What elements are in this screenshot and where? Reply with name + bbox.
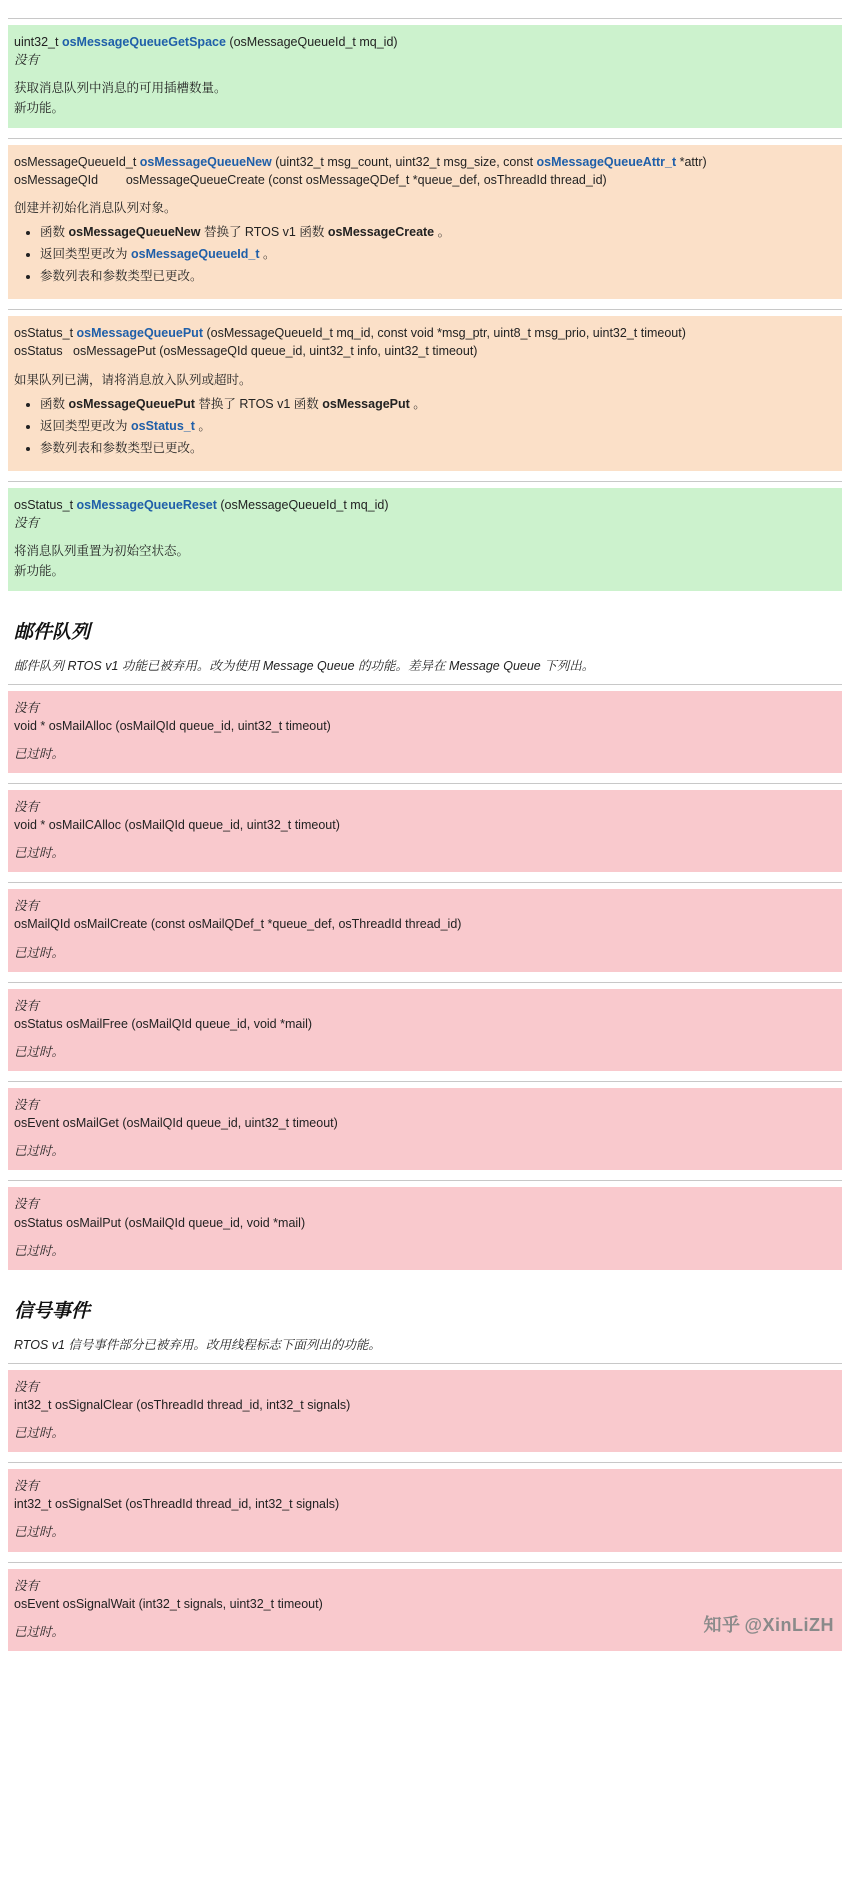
api-entry-osmailput: [8, 1187, 842, 1269]
api-old-signature: 没有: [14, 1098, 40, 1112]
list-item: • 函数 osMessageQueuePut 替换了 RTOS v1 函数 osMessagePut 。: [40, 395, 836, 413]
api-old-signature: 没有: [14, 899, 40, 914]
api-function-name: osMessageQueueReset: [76, 498, 217, 512]
api-note: 新功能。: [14, 101, 65, 116]
divider: [8, 18, 842, 19]
section-title-signal-events: 信号事件: [14, 1300, 91, 1322]
section-title-mail-queue: 邮件队列: [14, 621, 91, 643]
api-function-name: osMessageQueuePut: [76, 326, 203, 341]
api-change-list: [14, 395, 836, 457]
api-signature: osEvent osMailGet (osMailQId queue_id, uint32_t timeout): [14, 1116, 338, 1131]
api-old-signature: osMessageQId osMessageQueueCreate (const osMessageQDef_t *queue_def, osThreadId thread_id): [14, 172, 607, 187]
divider: [8, 1180, 842, 1181]
api-note: 已过时。: [14, 1624, 65, 1639]
api-entry-osmessagequeueput: [8, 316, 842, 471]
api-note: 已过时。: [14, 746, 65, 761]
watermark: [703, 1611, 834, 1637]
api-signature: int32_t osSignalClear (osThreadId thread_id, int32_t signals): [14, 1397, 351, 1412]
watermark-text: @XinLiZH: [744, 1614, 834, 1635]
api-entry-ossignalwait: [8, 1569, 842, 1651]
zhihu-logo: 知乎: [703, 1614, 741, 1635]
divider: [8, 783, 842, 784]
list-item: • 函数 osMessageQueueNew 替换了 RTOS v1 函数 osMessageCreate 。: [40, 223, 836, 241]
divider: [8, 309, 842, 310]
api-function-name: osMessageQueueNew: [139, 154, 272, 169]
api-entry-osmailcalloc: [8, 790, 842, 872]
api-old-signature: 没有: [14, 516, 40, 531]
api-old-signature: 没有: [14, 1479, 40, 1494]
divider: [8, 882, 842, 883]
list-item: • 参数列表和参数类型已更改。: [40, 439, 836, 457]
api-signature: osStatus_t osMessageQueuePut (osMessageQueueId_t mq_id, const void *msg_ptr, uint8_t msg_prio, uint32_t timeout): [14, 326, 686, 341]
list-item: • 返回类型更改为 osMessageQueueId_t 。: [40, 245, 836, 263]
api-entry-ossignalset: [8, 1469, 842, 1551]
divider: [8, 982, 842, 983]
api-type-link: osMessageQueueId_t: [130, 247, 260, 261]
api-change-list: [14, 223, 836, 285]
divider: [8, 1562, 842, 1563]
api-description: 将消息队列重置为初始空状态。: [14, 544, 190, 559]
api-signature: uint32_t osMessageQueueGetSpace (osMessageQueueId_t mq_id): [14, 35, 398, 49]
api-entry-osmessagequeuenew: [8, 145, 842, 300]
api-old-signature: 没有: [14, 1379, 40, 1394]
api-note: 已过时。: [14, 1044, 65, 1059]
api-signature: osStatus_t osMessageQueueReset (osMessageQueueId_t mq_id): [14, 498, 389, 512]
api-signature: int32_t osSignalSet (osThreadId thread_id, int32_t signals): [14, 1497, 340, 1512]
api-entry-ossignalclear: [8, 1370, 842, 1452]
api-old-signature: 没有: [14, 700, 40, 715]
api-note: 已过时。: [14, 1243, 65, 1258]
api-signature: void * osMailCAlloc (osMailQId queue_id, uint32_t timeout): [14, 818, 340, 832]
api-signature: osMailQId osMailCreate (const osMailQDef_t *queue_def, osThreadId thread_id): [14, 917, 462, 932]
section-description-mail-queue: 邮件队列 RTOS v1 功能已被弃用。改为使用 Message Queue 的功能。差异在 Message Queue 下列出。: [14, 658, 595, 673]
api-old-signature: 没有: [14, 1578, 40, 1593]
api-entry-osmailcreate: [8, 889, 842, 971]
divider: [8, 684, 842, 685]
api-signature: osStatus osMailPut (osMailQId queue_id, void *mail): [14, 1215, 306, 1230]
list-item: • 返回类型更改为 osStatus_t 。: [40, 417, 836, 435]
divider: [8, 1363, 842, 1364]
api-signature: osMessageQueueId_t osMessageQueueNew (uint32_t msg_count, uint32_t msg_size, const osMessageQueueAttr_t *attr): [14, 154, 707, 169]
api-old-signature: osStatus osMessagePut (osMessageQId queue_id, uint32_t info, uint32_t timeout): [14, 344, 478, 359]
document-page: [0, 18, 850, 1651]
api-old-signature: 没有: [14, 1197, 40, 1212]
api-note: 已过时。: [14, 1525, 65, 1540]
divider: [8, 1081, 842, 1082]
api-note: 新功能。: [14, 564, 65, 579]
divider: [8, 138, 842, 139]
api-note: 已过时。: [14, 1426, 65, 1440]
api-old-signature: 没有: [14, 799, 40, 814]
api-entry-osmailalloc: [8, 691, 842, 773]
api-note: 已过时。: [14, 846, 65, 861]
api-description: 如果队列已满，请将消息放入队列或超时。: [14, 372, 252, 387]
api-signature: osStatus osMailFree (osMailQId queue_id, void *mail): [14, 1016, 313, 1031]
api-type-link: osMessageQueueAttr_t: [536, 154, 677, 169]
api-description: 获取消息队列中消息的可用插槽数量。: [14, 81, 227, 96]
api-old-signature: 没有: [14, 53, 40, 68]
api-signature: void * osMailAlloc (osMailQId queue_id, uint32_t timeout): [14, 718, 331, 733]
divider: [8, 481, 842, 482]
section-description-signal-events: RTOS v1 信号事件部分已被弃用。改用线程标志下面列出的功能。: [14, 1337, 381, 1352]
api-entry-osmessagequeuereset: [8, 488, 842, 591]
api-note: 已过时。: [14, 945, 65, 960]
api-entry-osmailget: [8, 1088, 842, 1170]
api-old-signature: 没有: [14, 998, 40, 1013]
api-description: 创建并初始化消息队列对象。: [14, 200, 177, 215]
divider: [8, 1462, 842, 1463]
api-signature: osEvent osSignalWait (int32_t signals, uint32_t timeout): [14, 1596, 323, 1611]
api-type-link: osStatus_t: [130, 418, 195, 433]
list-item: • 参数列表和参数类型已更改。: [40, 267, 836, 285]
api-note: 已过时。: [14, 1144, 65, 1159]
api-entry-osmailfree: [8, 989, 842, 1071]
api-function-name: osMessageQueueGetSpace: [61, 35, 226, 49]
api-entry-osmessagequeuegetspace: [8, 25, 842, 128]
